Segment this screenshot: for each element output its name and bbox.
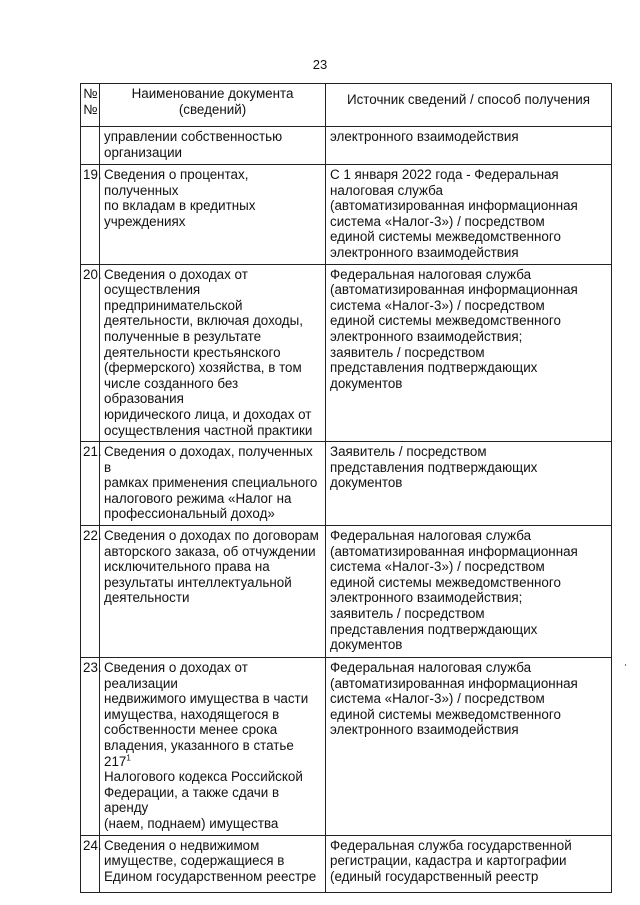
row-document-name: Сведения о недвижимом имуществе, содержащиеся в Едином государственном реестре [100,835,326,892]
documents-table [80,83,612,893]
table-row [81,165,612,265]
row-source: Федеральная налоговая служба (автоматизированная информационная система «Налог-3») / посредством единой системы межведомственного электронного взаимодействия; заявитель / посредством представления подтверждающих документов [326,264,612,442]
row-source: Федеральная служба государственной регистрации, кадастра и картографии (единый государственный реестр [326,835,612,892]
row-number [81,127,100,165]
row-document-name: Сведения о процентах, полученных по вкладам в кредитных учреждениях [100,165,326,265]
row-source: Заявитель / посредством представления подтверждающих документов [326,442,612,526]
table-row [81,127,612,165]
row-source: С 1 января 2022 года - Федеральная налоговая служба (автоматизированная информационная система «Налог-3») / посредством единой системы межведомственного электронного взаимодействия [326,165,612,265]
header-number: № № [81,84,100,127]
scan-mark [625,664,626,666]
table-row [81,835,612,892]
row-document-name: Сведения о доходах от осуществления предпринимательской деятельности, включая доходы, полученные в результате деятельности крестьянского (фермерского) хозяйства, в том числе созданного без образования юридического лица, и доходах от осуществления частной практики [100,264,326,442]
row-source: электронного взаимодействия [326,127,612,165]
row-source: Федеральная налоговая служба (автоматизированная информационная система «Налог-3») / посредством единой системы межведомственного электронного взаимодействия [326,658,612,836]
row-number: 22. [81,526,100,658]
row-document-name [100,658,326,836]
row-number: 24. [81,835,100,892]
header-document-name: Наименование документа (сведений) [100,84,326,127]
row-document-name: Сведения о доходах, полученных в рамках применения специального налогового режима «Налог на профессиональный доход» [100,442,326,526]
row-number: 21. [81,442,100,526]
row-document-name-text-cont: Налогового кодекса Российской Федерации, а также сдачи в аренду (наем, поднаем) имущества [104,769,303,831]
row-number: 23. [81,658,100,836]
table-row [81,658,612,836]
row-document-name: управлении собственностью организации [100,127,326,165]
row-number: 19. [81,165,100,265]
row-source: Федеральная налоговая служба (автоматизированная информационная система «Налог-3») / посредством единой системы межведомственного электронного взаимодействия; заявитель / посредством представления подтверждающих документов [326,526,612,658]
page-number: 23 [312,57,328,72]
row-document-name: Сведения о доходах по договорам авторского заказа, об отчуждении исключительного права на результаты интеллектуальной деятельности [100,526,326,658]
row-number: 20. [81,264,100,442]
footnote-marker: 1 [126,753,131,763]
table-row [81,442,612,526]
row-document-name-text: Сведения о доходах от реализации недвижимого имущества в части имущества, находящегося в собственности менее срока владения, указанного в статье 217 [104,660,309,769]
header-source: Источник сведений / способ получения [326,84,612,127]
table-header-row [81,84,612,127]
table-row [81,264,612,442]
table-row [81,526,612,658]
